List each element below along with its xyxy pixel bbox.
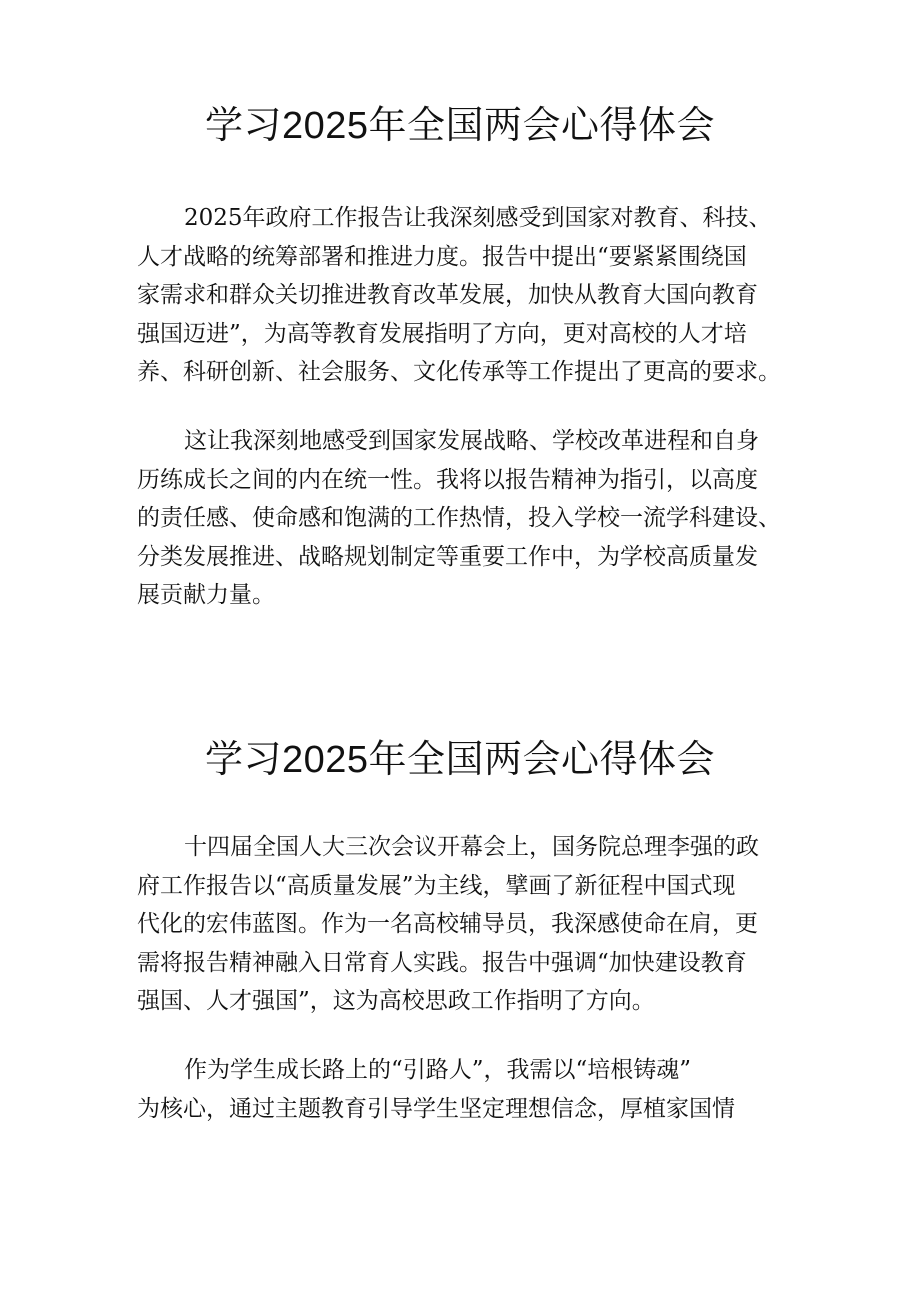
paragraph xyxy=(137,828,801,1021)
text-line: 历练成长之间的内在统一性。我将以报告精神为指引，以高度 xyxy=(137,466,758,493)
text-line: 人才战略的统筹部署和推进力度。报告中提出“要紧紧围绕国 xyxy=(137,243,747,270)
text-line: 强国迈进”，为高等教育发展指明了方向，更对高校的人才培 xyxy=(137,320,747,347)
text-line: 养、科研创新、社会服务、文化传承等工作提出了更高的要求。 xyxy=(137,359,781,385)
article-title: 学习2025年全国两会心得体会 xyxy=(204,739,716,781)
text-line: 需将报告精神融入日常育人实践。报告中强调“加快建设教育 xyxy=(137,949,747,976)
text-line: 强国、人才强国”，这为高校思政工作指明了方向。 xyxy=(137,988,655,1014)
paragraph xyxy=(137,422,801,615)
text-line: 作为学生成长路上的“引路人”，我需以“培根铸魂” xyxy=(184,1057,692,1083)
paragraph xyxy=(137,199,801,392)
article-title: 学习2025年全国两会心得体会 xyxy=(204,105,716,147)
text-line: 2025年政府工作报告让我深刻感受到国家对教育、科技、 xyxy=(184,205,772,231)
text-line: 十四届全国人大三次会议开幕会上，国务院总理李强的政 xyxy=(184,834,759,860)
text-line: 府工作报告以“高质量发展”为主线，擘画了新征程中国式现 xyxy=(137,872,736,899)
text-line: 这让我深刻地感受到国家发展战略、学校改革进程和自身 xyxy=(184,428,759,454)
text-line: 展贡献力量。 xyxy=(137,582,275,608)
paragraph xyxy=(137,1051,801,1128)
text-line: 为核心，通过主题教育引导学生坚定理想信念，厚植家国情 xyxy=(137,1095,735,1122)
text-line: 分类发展推进、战略规划制定等重要工作中，为学校高质量发 xyxy=(137,543,758,570)
text-line: 家需求和群众关切推进教育改革发展，加快从教育大国向教育 xyxy=(137,282,758,308)
text-line: 的责任感、使命感和饱满的工作热情，投入学校一流学科建设、 xyxy=(137,505,781,531)
text-line: 代化的宏伟蓝图。作为一名高校辅导员，我深感使命在肩，更 xyxy=(137,911,758,937)
